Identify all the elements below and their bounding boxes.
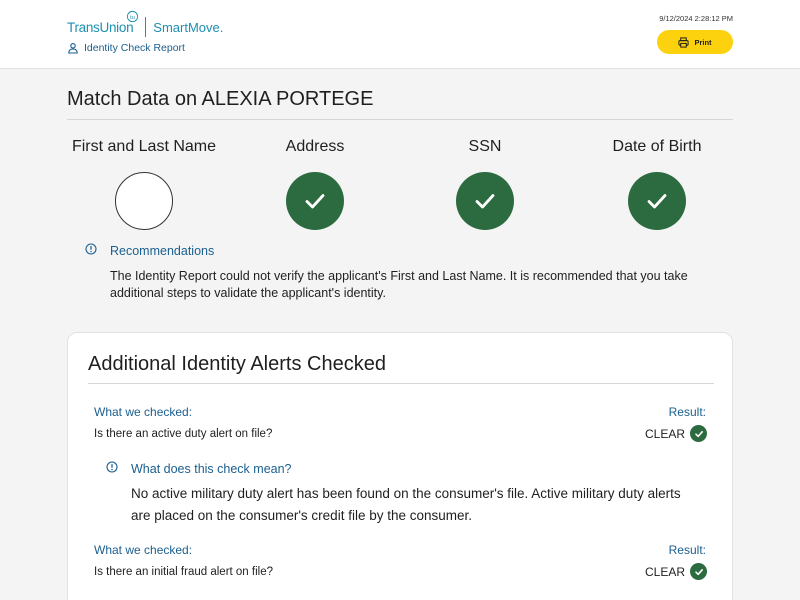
additional-alerts-card: [67, 332, 733, 600]
transunion-logo-text: TransUnion: [67, 19, 134, 35]
match-label: First and Last Name: [71, 138, 217, 155]
result-value: [645, 563, 707, 580]
check-question: Is there an initial fraud alert on file?: [94, 566, 273, 578]
unverified-circle-icon: [115, 172, 173, 230]
match-ssn: [400, 138, 570, 230]
info-icon: [106, 461, 118, 473]
brand-divider: [145, 17, 146, 37]
title-divider: [67, 119, 733, 120]
result-value: [645, 425, 707, 442]
svg-text:tu: tu: [130, 14, 135, 21]
report-timestamp: 9/12/2024 2:28:12 PM: [659, 14, 733, 23]
result-label: Result:: [668, 543, 706, 557]
alerts-title: Additional Identity Alerts Checked: [88, 353, 386, 375]
verified-check-icon: [628, 172, 686, 230]
clear-check-icon: [690, 425, 707, 442]
match-label: SSN: [468, 138, 502, 155]
app-header: [0, 0, 800, 69]
result-label: Result:: [668, 405, 706, 419]
check-meaning-text: No active military duty alert has been found on the consumer's file. Active military duty alerts are placed on the consumer's credit file by the consumer.: [131, 486, 681, 523]
verified-check-icon: [456, 172, 514, 230]
match-label: Date of Birth: [612, 138, 702, 155]
smartmove-logo-text: SmartMove.: [153, 19, 224, 35]
recommendations-text: The Identity Report could not verify the applicant's First and Last Name. It is recommended that you take additional steps to validate the applicant's identity.: [110, 269, 688, 300]
print-button[interactable]: [657, 30, 733, 54]
what-does-check-mean-title: What does this check mean?: [131, 462, 292, 476]
match-date-of-birth: [572, 138, 742, 230]
what-we-checked-label: What we checked:: [94, 405, 193, 419]
recommendations-title: Recommendations: [110, 244, 215, 258]
printer-icon: [678, 37, 689, 48]
identity-check-report-label: Identity Check Report: [84, 42, 185, 54]
result-text: CLEAR: [644, 426, 685, 441]
match-address: [230, 138, 400, 230]
user-icon: [67, 42, 79, 54]
what-we-checked-label: What we checked:: [94, 543, 193, 557]
print-button-label: Print: [694, 37, 712, 47]
match-label: Address: [285, 138, 345, 155]
transunion-swirl-icon: [126, 10, 139, 23]
card-divider: [88, 383, 714, 384]
brand-logo[interactable]: [67, 14, 223, 40]
clear-check-icon: [690, 563, 707, 580]
check-question: Is there an active duty alert on file?: [94, 428, 273, 440]
identity-check-report-link[interactable]: [67, 42, 185, 54]
info-icon: [85, 243, 97, 255]
match-data-title: Match Data on ALEXIA PORTEGE: [67, 88, 374, 110]
result-text: CLEAR: [644, 564, 685, 579]
match-first-last-name: [59, 138, 229, 230]
verified-check-icon: [286, 172, 344, 230]
